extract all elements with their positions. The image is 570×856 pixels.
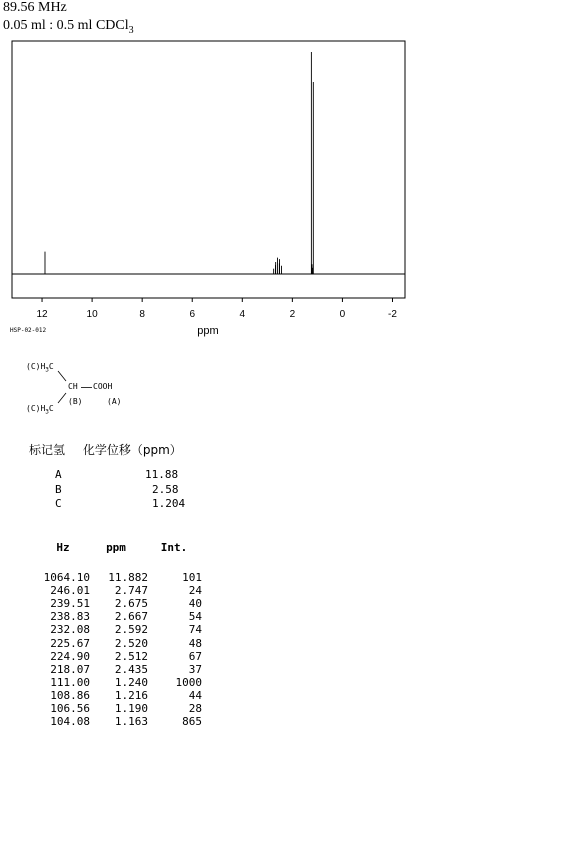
peak-hz: 218.07 [50,662,90,676]
peak-int: 28 [188,702,202,715]
assignment-row-shift: 1.204 [152,497,186,510]
methyl-lower-text: (C)H [26,404,46,413]
peak-hz: 108.86 [50,688,90,702]
peak-row [40,637,202,650]
peak-int: 48 [188,636,202,650]
peak-row [40,610,202,623]
int-column-header: Int. [160,541,188,554]
x-tick-label: 2 [289,309,296,320]
x-tick-label: 12 [36,309,48,320]
peak-ppm: 1.216 [114,688,148,702]
bond-upper [58,371,66,381]
assignment-row-label: C [55,497,62,510]
spectrum-code: HSP-02-012 [10,327,47,334]
sample-text: 0.05 ml : 0.5 ml CDCl [3,18,129,33]
x-tick-label: 0 [339,309,346,320]
peak-ppm: 1.190 [114,702,148,715]
peak-hz: 232.08 [50,623,90,637]
spectrometer-frequency: 89.56 MHz [3,0,67,15]
peak-row [40,663,202,676]
peak-row [40,702,202,715]
peak-row [40,715,202,728]
methyl-c-upper [26,362,54,374]
peak-row [40,650,202,663]
peak-int: 67 [188,649,202,663]
peak-ppm: 2.675 [114,597,148,611]
methyl-upper-end: C [48,362,54,371]
assignment-header [29,441,196,458]
peak-row [40,597,202,610]
sample-subscript: 3 [128,24,134,36]
assignment-label-header: 标记氢 [29,443,66,457]
peak-int: 44 [188,688,202,702]
assignment-row-shift: 11.88 [145,468,179,481]
x-tick-label: 6 [189,309,196,320]
methyl-upper-sub: 3 [45,366,49,374]
peak-ppm: 1.163 [114,715,148,729]
structure-diagram [0,0,200,420]
peak-int: 24 [188,584,202,598]
peak-row [40,584,202,597]
peak-ppm: 11.882 [108,571,148,584]
assignment-row-shift: 2.58 [152,483,179,496]
hz-column-header: Hz [56,541,70,554]
ppm-column-header: ppm [106,541,126,554]
peak-ppm: 1.240 [114,675,148,689]
peak-ppm: 2.667 [114,610,148,624]
assignment-row-label: B [55,483,62,496]
peak-hz: 104.08 [50,715,90,729]
assignment-row [55,483,179,496]
peak-hz: 1064.10 [43,571,90,584]
x-axis-label: ppm [197,325,219,337]
peak-int: 1000 [175,675,202,689]
peak-hz: 239.51 [50,597,90,611]
peak-int: 37 [188,662,202,676]
peak-table-header [40,541,202,554]
peak-ppm: 2.435 [114,662,148,676]
methyl-c-lower [26,404,54,416]
x-tick-label: 4 [239,309,246,320]
x-tick-label: 8 [139,309,145,320]
peak-int: 40 [188,597,202,611]
peak-hz: 238.83 [50,610,90,624]
peak-ppm: 2.520 [114,636,148,650]
peak-int: 54 [188,610,202,624]
label-b: (B) [68,397,83,406]
carboxyl-group: COOH [93,382,113,391]
x-tick-label: -2 [388,309,397,320]
label-a: (A) [107,397,122,406]
methine-ch: CH [68,382,78,391]
assignment-shift-header: 化学位移（ppm） [82,443,182,457]
peak-int: 865 [182,715,202,729]
peak-int: 74 [188,623,202,637]
assignment-row [55,497,185,510]
peak-hz: 111.00 [50,675,90,689]
methyl-lower-sub: 3 [45,408,49,416]
peak-row [40,571,202,584]
assignment-row-label: A [55,468,62,481]
peak-int: 101 [182,571,202,584]
x-tick-label: 10 [86,309,98,320]
peak-hz: 224.90 [50,649,90,663]
peak-ppm: 2.512 [114,649,148,663]
peak-hz: 225.67 [50,636,90,650]
methyl-upper-text: (C)H [26,362,46,371]
bond-lower [58,393,66,403]
peak-row [40,689,202,702]
peak-hz: 106.56 [50,702,90,715]
peak-row [40,623,202,636]
assignment-row [55,468,178,481]
peak-hz: 246.01 [50,584,90,598]
peak-ppm: 2.592 [114,623,148,637]
peak-ppm: 2.747 [114,584,148,598]
peak-row [40,676,202,689]
methyl-lower-end: C [48,404,54,413]
